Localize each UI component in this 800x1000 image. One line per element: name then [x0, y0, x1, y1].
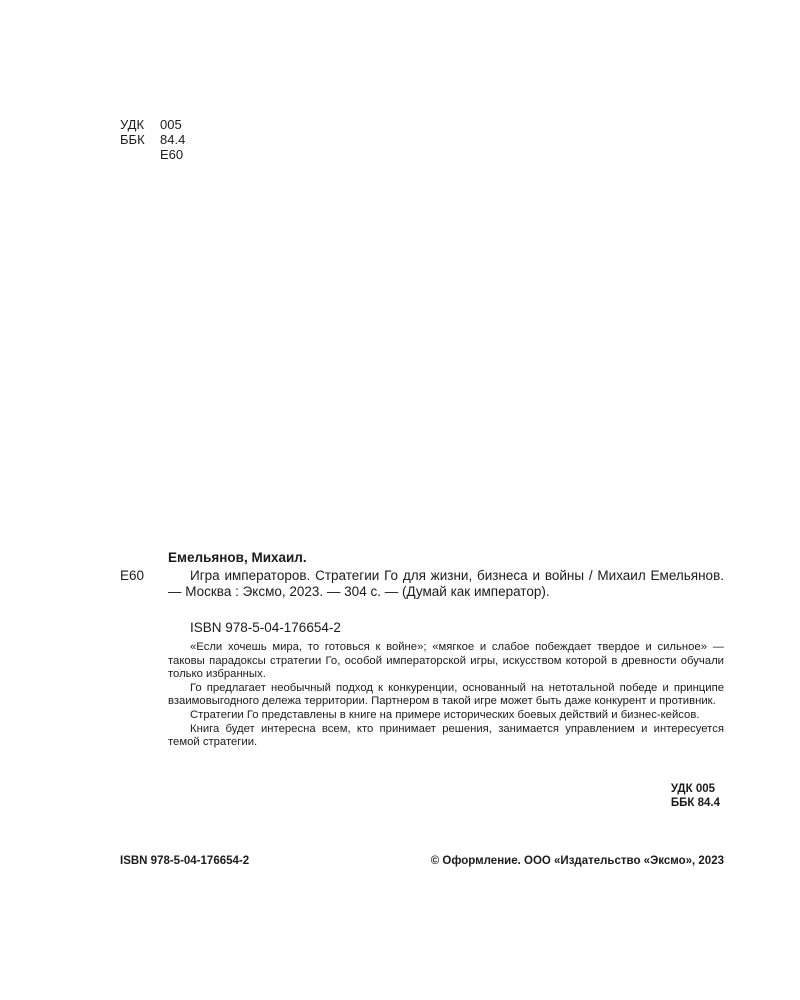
- record-description: Игра императоров. Стратегии Го для жизни, бизнеса и войны / Михаил Емельянов. — Москва : Эксмо, 2023. — 304 с. — (Думай как император).: [168, 568, 724, 599]
- bbk-label: ББК: [120, 132, 145, 147]
- author-code: Е60: [160, 147, 184, 162]
- annotation-paragraph: «Если хочешь мира, то готовься к войне»; «мягкое и слабое побеждает твердое и сильное» — таковы парадоксы стратегии Го, особой императорской игры, искусством которой в древности обучали только избранных.: [168, 641, 724, 681]
- author-code-row: [120, 147, 185, 162]
- record-isbn: ISBN 978-5-04-176654-2: [190, 620, 341, 635]
- bottom-codes: [671, 782, 720, 810]
- annotation-paragraph: Книга будет интересна всем, кто принимает решения, занимается управлением и интересуется темой стратегии.: [168, 722, 724, 749]
- udk-value: 005: [160, 117, 182, 132]
- bbk-row: [120, 132, 185, 147]
- footer-isbn: ISBN 978-5-04-176654-2: [120, 855, 250, 867]
- annotation: [168, 641, 724, 750]
- annotation-paragraph: Го предлагает необычный подход к конкуренции, основанный на нетотальной победе и принципе взаимовыгодного дележа территории. Партнером в такой игре может быть даже конкурент и противник.: [168, 681, 724, 708]
- footer-copyright: © Оформление. ООО «Издательство «Эксмо», 2023: [430, 855, 724, 867]
- classification-codes: [120, 117, 185, 162]
- bottom-udk: УДК 005: [670, 783, 716, 795]
- record-author-code: Е60: [120, 568, 145, 583]
- annotation-paragraph: Стратегии Го представлены в книге на примере исторических боевых действий и бизнес-кейсов.: [190, 708, 700, 721]
- udk-row: [120, 117, 185, 132]
- bottom-bbk: ББК 84.4: [670, 797, 720, 809]
- record-author: Емельянов, Михаил.: [168, 550, 307, 565]
- udk-label: УДК: [120, 117, 145, 132]
- bbk-value: 84.4: [160, 132, 186, 147]
